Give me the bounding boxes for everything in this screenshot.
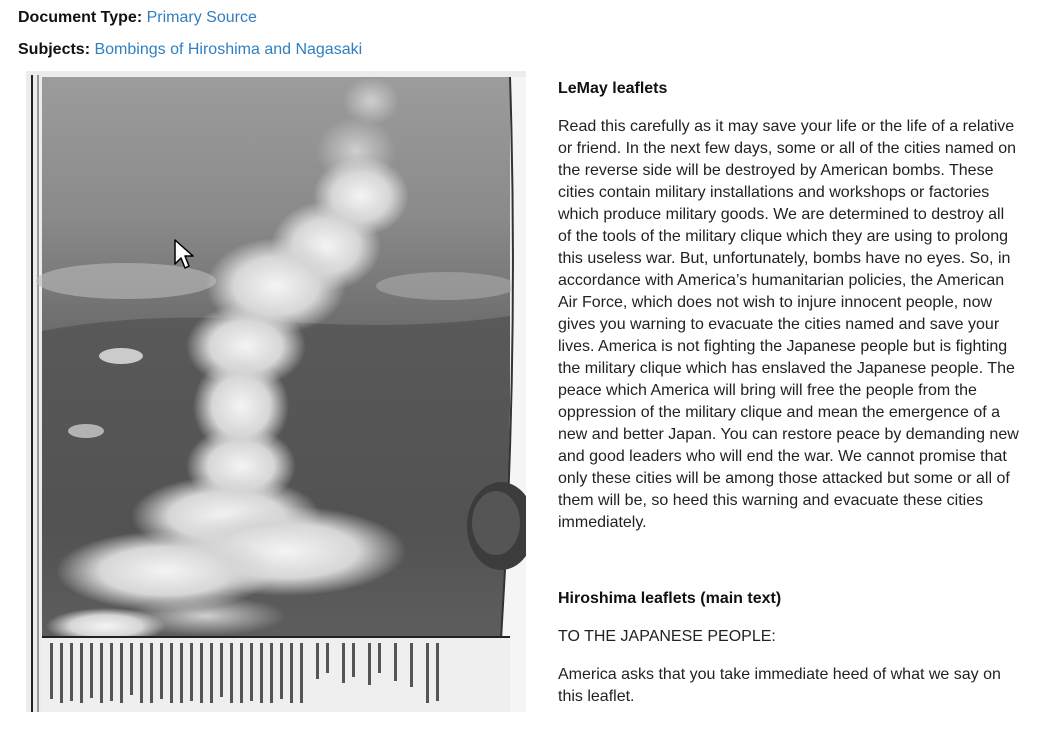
section-heading-hiroshima: Hiroshima leaflets (main text) xyxy=(558,590,782,607)
document-type-link[interactable]: Primary Source xyxy=(146,9,257,26)
document-type-row xyxy=(18,8,257,28)
mouse-pointer-icon xyxy=(173,238,195,270)
mushroom-cloud-leaflet-photo xyxy=(26,71,526,712)
section-paragraph: America asks that you take immediate heed of what we say on this leaflet. xyxy=(558,666,1001,705)
subjects-label: Subjects: xyxy=(18,41,91,58)
leaflet-photo xyxy=(26,71,526,712)
subjects-link[interactable]: Bombings of Hiroshima and Nagasaki xyxy=(94,41,363,58)
section-paragraph: TO THE JAPANESE PEOPLE: xyxy=(558,628,776,645)
subjects-row xyxy=(18,40,362,60)
leaflet-text-column xyxy=(558,78,1020,708)
section-heading-lemay: LeMay leaflets xyxy=(558,80,668,97)
document-type-label: Document Type: xyxy=(18,9,143,26)
section-body-lemay: Read this carefully as it may save your life or the life of a relative or friend. In the next few days, some or all of the cities named on the reverse side will be destroyed by American bombs. These cities contain military installations and workshops or factories which produce military goods. We are determined to destroy all of the tools of the military clique which they are using to prolong this useless war. But, unfortunately, bombs have no eyes. So, in accordance with America’s humanitarian policies, the American Air Force, which does not wish to injure innocent people, now gives you warning to evacuate the cities named and save your lives. America is not fighting the Japanese people but is fighting the military clique which has enslaved the Japanese people. The peace which America will bring will free the people from the oppression of the military clique and mean the emergence of a new and better Japan. You can restore peace by demanding new and good leaders who will end the war. We cannot promise that only these cities will be among those attacked but some or all of them will be, so heed this warning and evacuate these cities immediately. xyxy=(558,118,1019,531)
